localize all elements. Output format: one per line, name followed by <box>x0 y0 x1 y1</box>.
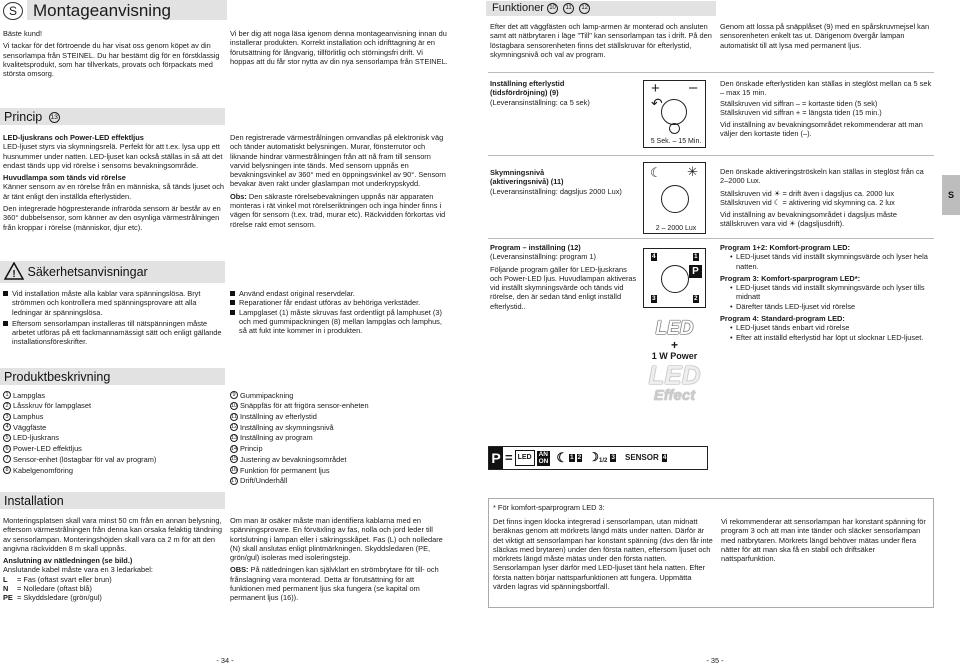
efter-right2: Ställskruven vid siffran – = kortaste tiden (5 sek) <box>720 98 878 108</box>
safety-item: Vid installation måste alla kablar vara spänningslösa. Bryt strömmen och kontrollera med spänningsprovare att alla ledningar är spänningslösa. <box>12 289 201 317</box>
wire-row <box>3 593 225 602</box>
funktioner-heading <box>486 1 716 16</box>
wire-text: = Fas (oftast svart eller brun) <box>17 574 112 584</box>
bullet-icon <box>230 300 235 305</box>
obs-label: OBS: <box>230 565 249 575</box>
princip-obs <box>230 192 448 229</box>
bullet-icon <box>3 321 8 326</box>
legend-4-badge: 4 <box>662 454 667 461</box>
list-item <box>230 433 448 444</box>
skym-right2: Ställskruven vid ☀ = drift även i dagsljus ca. 2000 lux <box>720 188 895 198</box>
wire-key: PE <box>3 593 13 603</box>
program-p-label: P <box>689 265 702 278</box>
efter-right4: Vid inställning av bevakningsområdet rekommenderar att man väljer den kortaste tiden (–). <box>720 120 923 139</box>
lux-dial-box <box>643 162 706 234</box>
princip-subheading: LED-ljuskrans och Power-LED effektljus <box>3 133 144 142</box>
obs-text: På nätledningen kan självklart en strömbrytare för till- och frånslagning vara monterad. Detta är förutsättning för att funktionen med permanent ljus ska fungera (se kapital om permanent ljus (16)). <box>230 565 439 603</box>
safety-item: Reparationer får endast utföras av behöriga verkstäder. <box>239 298 421 308</box>
footnote-title: * För komfort-sparprogram LED 3: <box>493 503 605 512</box>
list-item <box>3 454 225 465</box>
installation-right <box>230 516 448 606</box>
number-icon: 12 <box>231 424 238 431</box>
bullet-icon: • <box>730 323 733 333</box>
item-label: Låsskruv för lampglaset <box>13 401 92 411</box>
skym-title2: (aktiveringsnivå) (11) <box>490 177 564 187</box>
item-label: Princip <box>240 444 263 454</box>
item-label: Inställning av skymningsnivå <box>240 422 334 432</box>
product-heading: Produktbeskrivning <box>0 368 225 385</box>
legend-p: P <box>489 447 503 469</box>
legend-an: AN <box>538 450 548 458</box>
program-dial-box <box>643 248 706 308</box>
wire-key: L <box>3 574 8 584</box>
intro-text: Vi tackar för det förtroende du har visat oss genom köpet av din sensorlampa från STEINEL. Du har bestämt dig för en förstklassig kvalitetsprodukt, som har tillverkats, provats och förpackats med största omsorg. <box>3 41 220 79</box>
wire-row <box>3 575 225 584</box>
installation-p2: Anslutande kabel måste vara en 3 ledarkabel: <box>3 565 153 575</box>
safety-item: Använd endast original reservdelar. <box>239 289 355 298</box>
list-item <box>3 319 225 347</box>
funk-intro-right: Genom att lossa på snäpplåset (9) med en spårskruvmejsel kan sensorenheten enkelt tas ut. Därigenom övergår lampan automatiskt till att lysa med permanent ljus. <box>720 22 930 50</box>
number-icon: 15 <box>231 456 238 463</box>
list-item <box>730 283 934 302</box>
efter-right3: Ställskruven vid siffran + = längsta tiden (15 min.) <box>720 107 882 117</box>
number-icon: 10 <box>231 403 238 410</box>
installation-obs <box>230 565 448 602</box>
princip-heading-label: Princip <box>4 110 43 124</box>
number-icon: 4 <box>3 423 11 431</box>
prog-sub: (Leveransinställning: program 1) <box>490 252 596 262</box>
skym-right3: Ställskruven vid ☾ = aktivering vid skymning ca. 2 lux <box>720 197 895 207</box>
legend-half: 1/2 <box>599 458 608 465</box>
dial-icon <box>661 185 689 213</box>
program-2-badge: 2 <box>694 295 698 302</box>
legend-an-on <box>537 451 551 466</box>
legend-2-badge: 2 <box>577 454 582 461</box>
intro-block <box>3 29 225 81</box>
ref-13-icon: 13 <box>50 114 58 122</box>
efter-title: Inställning efterlystid <box>490 79 565 88</box>
list-item <box>230 443 448 454</box>
dial-arrow-icon: ↶ <box>651 95 663 111</box>
list-item <box>3 433 225 444</box>
prog-item-title: Program 3: Komfort-sparprogram LED*: <box>720 273 861 283</box>
svg-text:!: ! <box>12 269 16 280</box>
skym-title: Skymningsnivå <box>490 168 545 177</box>
list-item <box>730 302 934 311</box>
watt-label: 1 W Power <box>651 351 698 361</box>
installation-heading: Installation <box>0 492 225 509</box>
warning-icon <box>4 262 24 280</box>
legend-3-badge: 3 <box>611 454 615 461</box>
product-list-right <box>230 390 448 486</box>
prog-right <box>720 243 934 342</box>
wire-text: = Nolledare (oftast blå) <box>17 584 92 594</box>
list-item <box>230 289 448 298</box>
page-number-left: - 34 - <box>216 656 234 665</box>
prog-p: Följande program gäller för LED-ljuskrans och Power-LED ljus. Huvudlampan aktiveras vid inställt skymningsvärde och tänds vid rörelse, den är sedan tänd enligt inställd efterlystid.. <box>490 264 637 311</box>
item-label: Kabelgenomföring <box>13 465 73 475</box>
efter-right <box>720 79 934 142</box>
number-icon: 7 <box>3 455 11 463</box>
skym-right1: Den önskade aktiveringströskeln kan ställas in steglöst från ca 2–2000 Lux. <box>720 167 924 186</box>
bullet-icon: • <box>730 332 733 342</box>
plus-sign: + <box>670 338 678 352</box>
prog-item-title: Program 4: Standard-program LED: <box>720 314 845 324</box>
funk-intro: Efter det att väggfästen och lamp-armen är monterad och ansluten samt att nätbrytaren i läge "Till" kan sensorlampan tas i drift. På den löstagbara sensorenheten finns det ställskruvar för efterlystid, skymningsnivå och val av program. <box>490 22 712 59</box>
princip-p3: Den integrerade högpresterande infraröda sensorn är består av en 360° dubbelsensor, som känner av den osynliga värmestrålningen från kroppar i rörelse (människor, djur etc). <box>3 204 221 232</box>
divider <box>488 238 934 239</box>
efter-sub: (Leveransinställning: ca 5 sek) <box>490 97 590 107</box>
obs-text: Den säkraste rörelsebevakningen uppnås när apparaten monteras i rät vinkel mot rörelseriktningen och inga hinder finns i vägen för sensorn (t.ex. träd, murar etc). Räckvidden förkortas vid rörelse rakt emot sensorn. <box>230 191 446 229</box>
efter-left <box>490 79 640 110</box>
moon-icon: ☾ <box>650 165 662 180</box>
skym-dial-label: 2 – 2000 Lux <box>655 225 697 232</box>
efter-dial-label: 5 Sek. – 15 Min. <box>650 138 702 145</box>
number-icon: 2 <box>3 402 11 410</box>
safety-list-right <box>230 289 448 335</box>
item-label: Inställning av program <box>240 433 313 443</box>
footnote-box <box>488 498 934 608</box>
number-icon: 16 <box>231 467 238 474</box>
prog-item-lines <box>720 283 934 311</box>
list-item <box>230 308 448 336</box>
number-icon: 13 <box>231 435 238 442</box>
safety-item: Eftersom sensorlampan installeras till nätspänningen måste arbetet utföras på ett fackmannamässigt sätt och enligt gällande installationsföreskrifter. <box>12 318 222 347</box>
clock-icon <box>669 123 680 134</box>
legend-1-badge: 1 <box>570 454 574 461</box>
dial-icon <box>661 265 689 293</box>
list-item <box>3 289 225 317</box>
safety-item: Lampglaset (1) måste skruvas fast ordentligt på lamphuset (3) och med gummipackningen (8) mellan lampglas och lamphus, så att fukt inte kommer in i produkten. <box>239 307 442 336</box>
plus-icon: + <box>651 80 660 97</box>
skym-right4: Vid inställning av bevakningsområdet i dagsljus måste ställskruven vara vid ☀ (dagsljusdrift). <box>720 210 897 229</box>
wire-row <box>3 584 225 593</box>
skym-sub: (Leveransinställning: dagsljus 2000 Lux) <box>490 186 622 196</box>
list-item <box>3 422 225 433</box>
number-icon: 11 <box>231 413 237 420</box>
ref-12-icon: 12 <box>579 3 590 14</box>
intro2-text: Vi ber dig att noga läsa igenom denna montageanvisning innan du installerar produkten. Korrekt installation och idrifttagning är en förutsättning för långvarig, tillförlitlig och störningsfri drift. Vi hoppas att du får stor nytta av din nya sensorlampa från STEINEL. <box>230 29 448 66</box>
item-label: Lamphus <box>13 412 44 422</box>
side-tab: S <box>942 175 960 215</box>
safety-heading-label: Säkerhetsanvisningar <box>27 265 148 279</box>
ref-10-icon: 10 <box>547 3 558 14</box>
item-label: Väggfäste <box>13 422 47 432</box>
list-item <box>230 476 448 487</box>
item-label: Snäppfäs för att frigöra sensor-enheten <box>240 401 369 411</box>
bullet-icon <box>230 291 235 296</box>
list-item <box>230 422 448 433</box>
prog-item-lines <box>720 323 934 342</box>
prog-line: LED-ljuset tänds vid inställt skymningsvärde och lyser hela natten. <box>736 252 928 271</box>
list-item <box>230 390 448 401</box>
bullet-icon: • <box>730 252 733 262</box>
legend-on: ON <box>538 458 549 465</box>
number-icon: 8 <box>3 466 11 474</box>
legend-eq: = <box>505 450 513 466</box>
moon-icon: ☾ <box>556 450 568 466</box>
legend-led: LED <box>515 450 535 466</box>
footnote-right: Vi rekommenderar att sensorlampan har konstant spänning för program 3 och att man inte tänder och släcker sensorlampan med nätbrytaren. Mörkrets längd behöver mätas under flera nätter för att man ska få en stabil och driftsäker nattsparfunktion. <box>721 517 926 564</box>
page-title: Montageanvisning <box>27 0 227 20</box>
bullet-icon: • <box>730 301 733 311</box>
safety-list-left <box>3 289 225 347</box>
princip-heading <box>0 108 225 125</box>
program-1-badge: 1 <box>694 253 698 260</box>
dial-icon <box>661 99 687 125</box>
number-icon: 1 <box>3 391 11 399</box>
prog-left <box>490 243 640 314</box>
list-item <box>230 401 448 412</box>
list-item <box>230 411 448 422</box>
installation-left <box>3 516 225 603</box>
program-4-badge: 4 <box>652 253 656 260</box>
time-dial-box <box>643 80 706 148</box>
princip-right <box>230 133 448 232</box>
skym-left <box>490 168 640 199</box>
prog-item-lines <box>720 252 934 271</box>
minus-icon: – <box>689 79 698 96</box>
prog-item-title: Program 1+2: Komfort-program LED: <box>720 243 850 252</box>
prog-line: Efter att inställd efterlystid har löpt ut slocknar LED-ljuset. <box>736 332 924 342</box>
item-label: Justering av bevakningsområdet <box>240 454 347 464</box>
led-effect-graphic <box>643 318 706 416</box>
led-label: LED <box>655 318 694 339</box>
list-item <box>730 333 934 342</box>
number-icon: 5 <box>3 434 11 442</box>
divider <box>488 72 934 73</box>
list-item <box>3 401 225 412</box>
princip-sub2: Huvudlampa som tänds vid rörelse <box>3 173 126 183</box>
language-badge: S <box>3 2 23 20</box>
list-item <box>730 323 934 332</box>
safety-heading <box>0 261 225 283</box>
prog-line: LED-ljuset tänds enbart vid rörelse <box>736 323 850 333</box>
list-item <box>3 465 225 476</box>
number-icon: 17 <box>231 477 238 484</box>
item-label: Lampglas <box>13 390 46 400</box>
page-number-right: - 35 - <box>706 656 724 665</box>
footnote-left: Det finns ingen klocka integrerad i sensorlampan, utan midnatt beräknas genom att mörkrets längd mäts under natten. Därför är det viktigt att sensorlampan har konstant spänning (dvs den får inte släckas med brytaren) under den första natten, eftersom ljuset och mörkrets längd måste mätas under den första natten. Sensorlampan lyser därför med LED-ljuset tänt hela natten. Efter första natten börjar nattsparfunktionen att fungera. Uppmätta värden lagras vid spänningsbortfall. <box>493 517 713 592</box>
number-icon: 9 <box>230 391 238 399</box>
list-item <box>230 465 448 476</box>
wire-key: N <box>3 584 9 594</box>
list-item <box>230 298 448 307</box>
princip-p4: Den registrerade värmestrålningen omvandlas på elektronisk väg och tänder automatiskt belysningen. Murar, fönsterrutor och liknande hindrar värmestrålningen från att nå fram till sensorn varvid belysningen inte tänds. Med sensorn uppnås en bevakningsvinkel av 360° med en öppningsvinkel av 90°. Sensorn bevakar även rakt under glaslampan mot underkrypskydd. <box>230 133 446 189</box>
item-label: LED-ljuskrans <box>13 433 60 443</box>
bullet-icon: • <box>730 283 733 293</box>
number-icon: 14 <box>231 445 238 452</box>
product-list-left <box>3 390 225 476</box>
program-3-badge: 3 <box>652 295 656 302</box>
number-icon: 3 <box>3 413 11 421</box>
prog-title: Program – inställning (12) <box>490 243 581 252</box>
funktioner-heading-label: Funktioner <box>492 2 544 14</box>
wire-text: = Skyddsledare (grön/gul) <box>17 593 102 603</box>
efter-right1: Den önskade efterlystiden kan ställas in steglöst mellan ca 5 sek – max 15 min. <box>720 79 932 98</box>
list-item <box>3 390 225 401</box>
obs-label: Obs: <box>230 191 247 201</box>
item-label: Sensor-enhet (löstagbar för val av program) <box>13 454 157 464</box>
installation-p1: Monteringsplatsen skall vara minst 50 cm från en annan belysning, eftersom värmestrålningen från denna kan orsaka felaktig tändning av sensorlampan. Monteringshöjden skall vara ca 2 m för att den angivna räckvidden 8 m skall uppnås. <box>3 516 222 553</box>
led-big-label: LED <box>648 360 701 390</box>
item-label: Gummipackning <box>240 390 294 400</box>
list-item <box>230 454 448 465</box>
bullet-icon <box>3 291 8 296</box>
princip-left <box>3 133 225 235</box>
sun-icon: ✳ <box>687 164 698 179</box>
item-label: Drift/Underhåll <box>240 476 288 486</box>
princip-p2: Känner sensorn av en rörelse från en människa, så tänds ljuset och är tänt enligt den inställda efterlystiden. <box>3 182 225 201</box>
number-icon: 6 <box>3 445 11 453</box>
item-label: Inställning av efterlystid <box>240 412 317 422</box>
item-label: Power-LED effektljus <box>13 444 82 454</box>
list-item <box>3 443 225 454</box>
efter-title2: (tidsfördröjning) (9) <box>490 88 559 98</box>
ref-11-icon: 11 <box>563 3 574 14</box>
effect-label: Effect <box>653 387 696 404</box>
legend-sensor: SENSOR <box>624 453 659 463</box>
installation-sub: Anslutning av nätledningen (se bild.) <box>3 556 133 566</box>
intro-greeting: Bäste kund! <box>3 29 43 38</box>
divider <box>488 155 934 156</box>
list-item <box>3 411 225 422</box>
skym-right <box>720 167 934 232</box>
prog-line: LED-ljuset tänds vid inställt skymningsvärde och lyser tills midnatt <box>736 283 925 302</box>
bullet-icon <box>230 310 235 315</box>
item-label: Funktion för permanent ljus <box>240 465 330 475</box>
half-moon-icon: ☽ <box>588 450 600 465</box>
legend-bar <box>488 446 708 470</box>
list-item <box>730 252 934 271</box>
installation-p3: Om man är osäker måste man identifiera kablarna med en spänningsprovare. En förväxling av fas, nolla och jord leder till kortslutning i lampan eller i säkringsskåpet. Fas (L) och nolledare (N) skall anslutas enligt plintmärkningen. Skyddsledaren (PE, grön/gul) isoleras med isoleringstejp. <box>230 516 443 563</box>
prog-line: Därefter tänds LED-ljuset vid rörelse <box>736 301 856 311</box>
princip-p1: LED-ljuset styrs via skymningsrelä. Perfekt för att t.ex. lysa upp ett husnummer under natten. LED-ljuset kan också ställas in så att det endast tänds upp vid rörelse i sensorns bevakningsområde. <box>3 142 223 170</box>
